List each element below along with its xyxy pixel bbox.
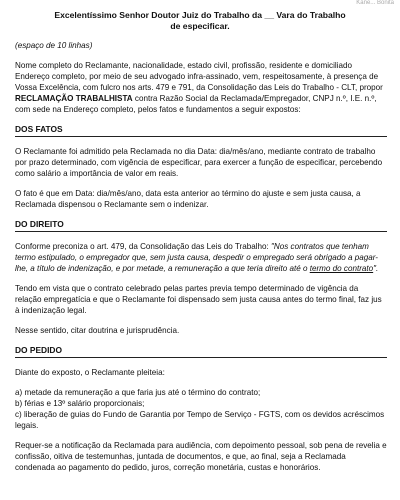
intro-bold-claim: RECLAMAÇÃO TRABALHISTA <box>15 94 133 103</box>
intro-paragraph <box>15 60 387 115</box>
section-heading-pedido: DO PEDIDO <box>15 345 387 358</box>
direito-paragraph-1 <box>15 241 387 274</box>
pedido-list <box>15 387 387 431</box>
fatos-paragraph-1: O Reclamante foi admitido pela Reclamada no dia Data: dia/mês/ano, mediante contrato de trabalho por prazo determinado, com vigência de especificar, para exercer a função de especificar, percebendo como salário a importância de valor em reais. <box>15 147 383 178</box>
document-title <box>20 10 380 32</box>
pedido-paragraph-1: Diante do exposto, o Reclamante pleiteia: <box>15 368 165 377</box>
corner-watermark: Kane... Bonita <box>356 0 394 6</box>
direito-quote-b: ". <box>373 264 379 273</box>
title-line-2: de especificar. <box>170 21 230 31</box>
direito-quote-underlined: termo do contrato <box>309 264 374 273</box>
section-heading-fatos: DOS FATOS <box>15 124 387 137</box>
intro-text-2: contra Razão Social da Reclamada/Empregador, CNPJ n.º, I.E. n.º, com sede na Endereço completo, pelos fatos e fundamentos a seguir expostos: <box>15 94 377 114</box>
fatos-paragraph-2: O fato é que em Data: dia/mês/ano, data esta anterior ao término do ajuste e sem justa causa, a Reclamada dispensou o Reclamante sem o indenizar. <box>15 189 361 209</box>
title-line-1: Excelentíssimo Senhor Doutor Juiz do Trabalho da __ Vara do Trabalho <box>54 10 346 20</box>
pedido-item-a: a) metade da remuneração a que faria jus até o término do contrato; <box>15 388 261 397</box>
direito-paragraph-3: Nesse sentido, citar doutrina e jurisprudência. <box>15 326 180 335</box>
intro-text-1: Nome completo do Reclamante, nacionalidade, estado civil, profissão, residente e domiciliado Endereço completo, por meio de seu advogado infra-assinado, vem, respeitosamente, à presença de Vossa Excelência, com fulcro nos arts. 479 e 791, da Consolidação das Leis do Trabalho - CLT, propor <box>15 61 383 92</box>
direito-paragraph-2: Tendo em vista que o contrato celebrado pelas partes previa tempo determinado de vigência da relação empregatícia e que o Reclamante foi dispensado sem justa causa antes do termo final, faz jus à indenização legal. <box>15 284 382 315</box>
pedido-paragraph-2: Requer-se a notificação da Reclamada para audiência, com depoimento pessoal, sob pena de revelia e confissão, oitiva de testemunhas, juntada de documentos, e que, ao final, seja a Reclamada condenada ao pagamento do pedido, juros, correção monetária, custas e honorários. <box>15 441 387 472</box>
section-heading-direito: DO DIREITO <box>15 219 387 232</box>
direito-quote-a: "Nos contratos que tenham termo estipulado, o empregador que, sem justa causa, despedir o empregado será obrigado a pagar-lhe, a título de indenização, e por metade, a remuneração a que teria direito até o <box>15 242 378 273</box>
pedido-item-b: b) férias e 13º salário proporcionais; <box>15 399 145 408</box>
space-note: (espaço de 10 linhas) <box>15 41 93 50</box>
direito-lead: Conforme preconiza o art. 479, da Consolidação das Leis do Trabalho: <box>15 242 272 251</box>
pedido-item-c: c) liberação de guias do Fundo de Garantia por Tempo de Serviço - FGTS, com os devidos acréscimos legais. <box>15 410 385 430</box>
document-body <box>15 40 387 482</box>
